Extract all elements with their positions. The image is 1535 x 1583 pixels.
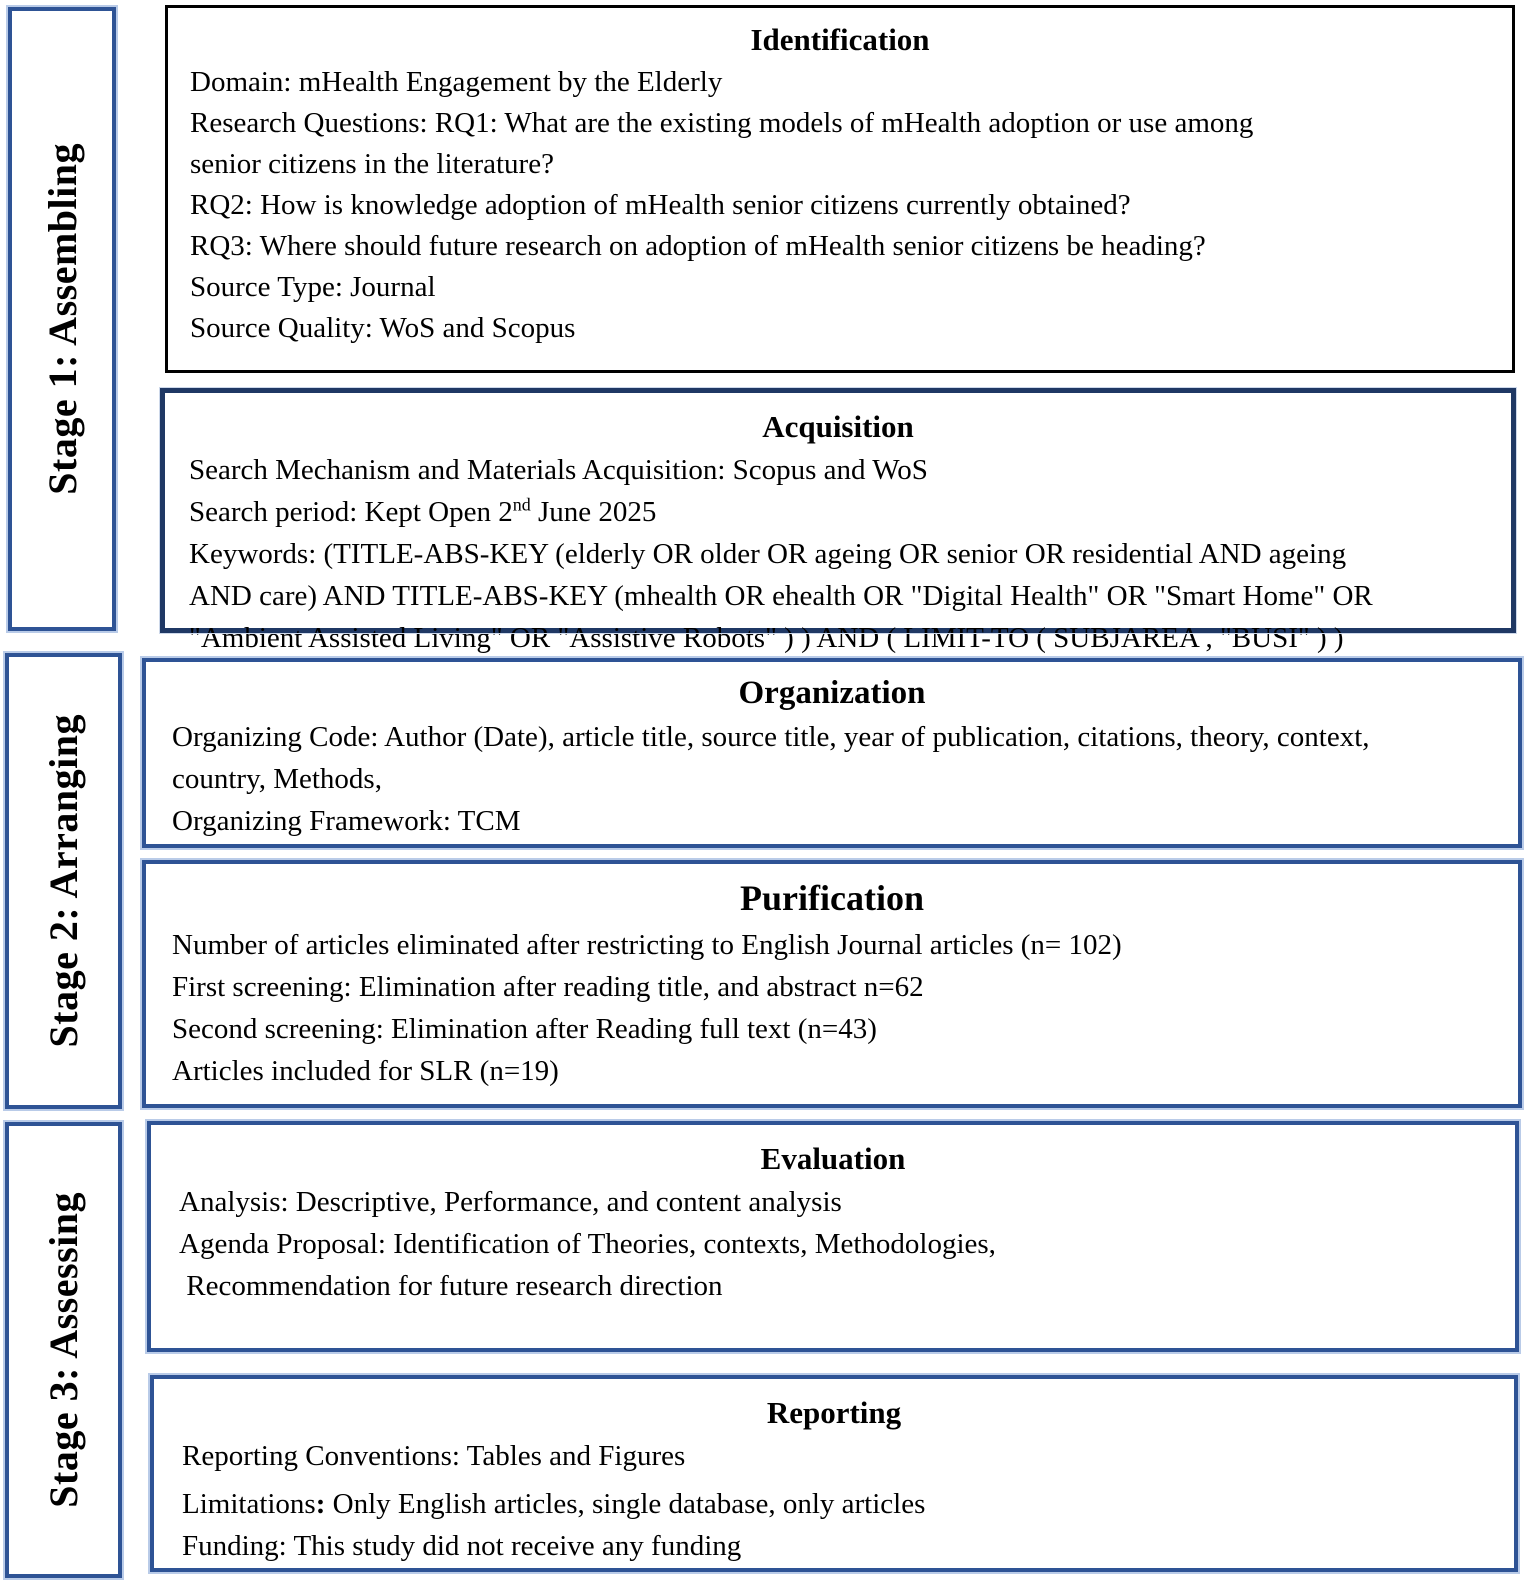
evaluation-line: Agenda Proposal: Identification of Theories, contexts, Methodologies,	[179, 1228, 996, 1260]
purification-title: Purification	[740, 878, 924, 918]
purification-line: First screening: Elimination after reading title, and abstract n=62	[172, 971, 924, 1003]
acquisition-keywords-line: "Ambient Assisted Living" OR "Assistive Robots" ) ) AND ( LIMIT-TO ( SUBJAREA , "BUSI" ) )	[189, 622, 1344, 654]
identification-box	[165, 5, 1515, 373]
acquisition-title: Acquisition	[762, 409, 914, 444]
organization-title: Organization	[738, 675, 926, 711]
evaluation-line: Analysis: Descriptive, Performance, and content analysis	[179, 1186, 842, 1218]
acquisition-keywords-line: Keywords: (TITLE-ABS-KEY (elderly OR older OR ageing OR senior OR residential AND ageing	[189, 538, 1347, 570]
stage-1-label: Stage 1: Assembling	[39, 143, 85, 495]
acquisition-line: Search Mechanism and Materials Acquisition: Scopus and WoS	[189, 454, 928, 486]
identification-line: Source Type: Journal	[190, 271, 436, 303]
acquisition-keywords-line: AND care) AND TITLE-ABS-KEY (mhealth OR ehealth OR "Digital Health" OR "Smart Home" OR	[189, 580, 1373, 612]
organization-line: Organizing Framework: TCM	[172, 805, 521, 837]
identification-line: Research Questions: RQ1: What are the existing models of mHealth adoption or use among	[190, 107, 1254, 139]
reporting-box	[150, 1375, 1518, 1572]
evaluation-box	[147, 1121, 1519, 1352]
identification-line: Domain: mHealth Engagement by the Elderly	[190, 66, 723, 98]
stage-3-box	[5, 1122, 122, 1578]
identification-line: RQ3: Where should future research on adoption of mHealth senior citizens be heading?	[190, 230, 1206, 262]
acquisition-box	[160, 388, 1516, 654]
reporting-title: Reporting	[766, 1395, 902, 1430]
stage-3-label: Stage 3: Assessing	[41, 1192, 86, 1508]
organization-box	[142, 658, 1522, 848]
evaluation-title: Evaluation	[760, 1141, 906, 1176]
purification-line: Articles included for SLR (n=19)	[172, 1055, 559, 1087]
stage-1-box	[8, 7, 116, 631]
identification-line: Source Quality: WoS and Scopus	[190, 312, 576, 344]
identification-line: senior citizens in the literature?	[190, 148, 554, 180]
stage-2-box	[5, 653, 122, 1109]
organization-line: Organizing Code: Author (Date), article title, source title, year of publication, citations, theory, context,	[172, 721, 1370, 753]
bold-colon: :	[315, 1488, 326, 1520]
identification-line: RQ2: How is knowledge adoption of mHealth senior citizens currently obtained?	[190, 189, 1131, 221]
reporting-line: Reporting Conventions: Tables and Figures	[182, 1440, 686, 1472]
purification-line: Number of articles eliminated after restricting to English Journal articles (n= 102)	[172, 929, 1122, 961]
purification-box	[142, 860, 1522, 1108]
reporting-line: Funding: This study did not receive any funding	[182, 1530, 742, 1562]
acquisition-search-period-line: Search period: Kept Open 2nd June 2025	[189, 494, 657, 528]
identification-title: Identification	[750, 22, 930, 57]
stage-2-label: Stage 2: Arranging	[41, 714, 86, 1048]
ordinal-superscript: nd	[512, 494, 531, 515]
evaluation-line: Recommendation for future research direction	[179, 1270, 723, 1302]
reporting-limitations-line: Limitations: Only English articles, single database, only articles	[182, 1488, 926, 1520]
organization-line: country, Methods,	[172, 763, 382, 795]
purification-line: Second screening: Elimination after Reading full text (n=43)	[172, 1013, 877, 1045]
